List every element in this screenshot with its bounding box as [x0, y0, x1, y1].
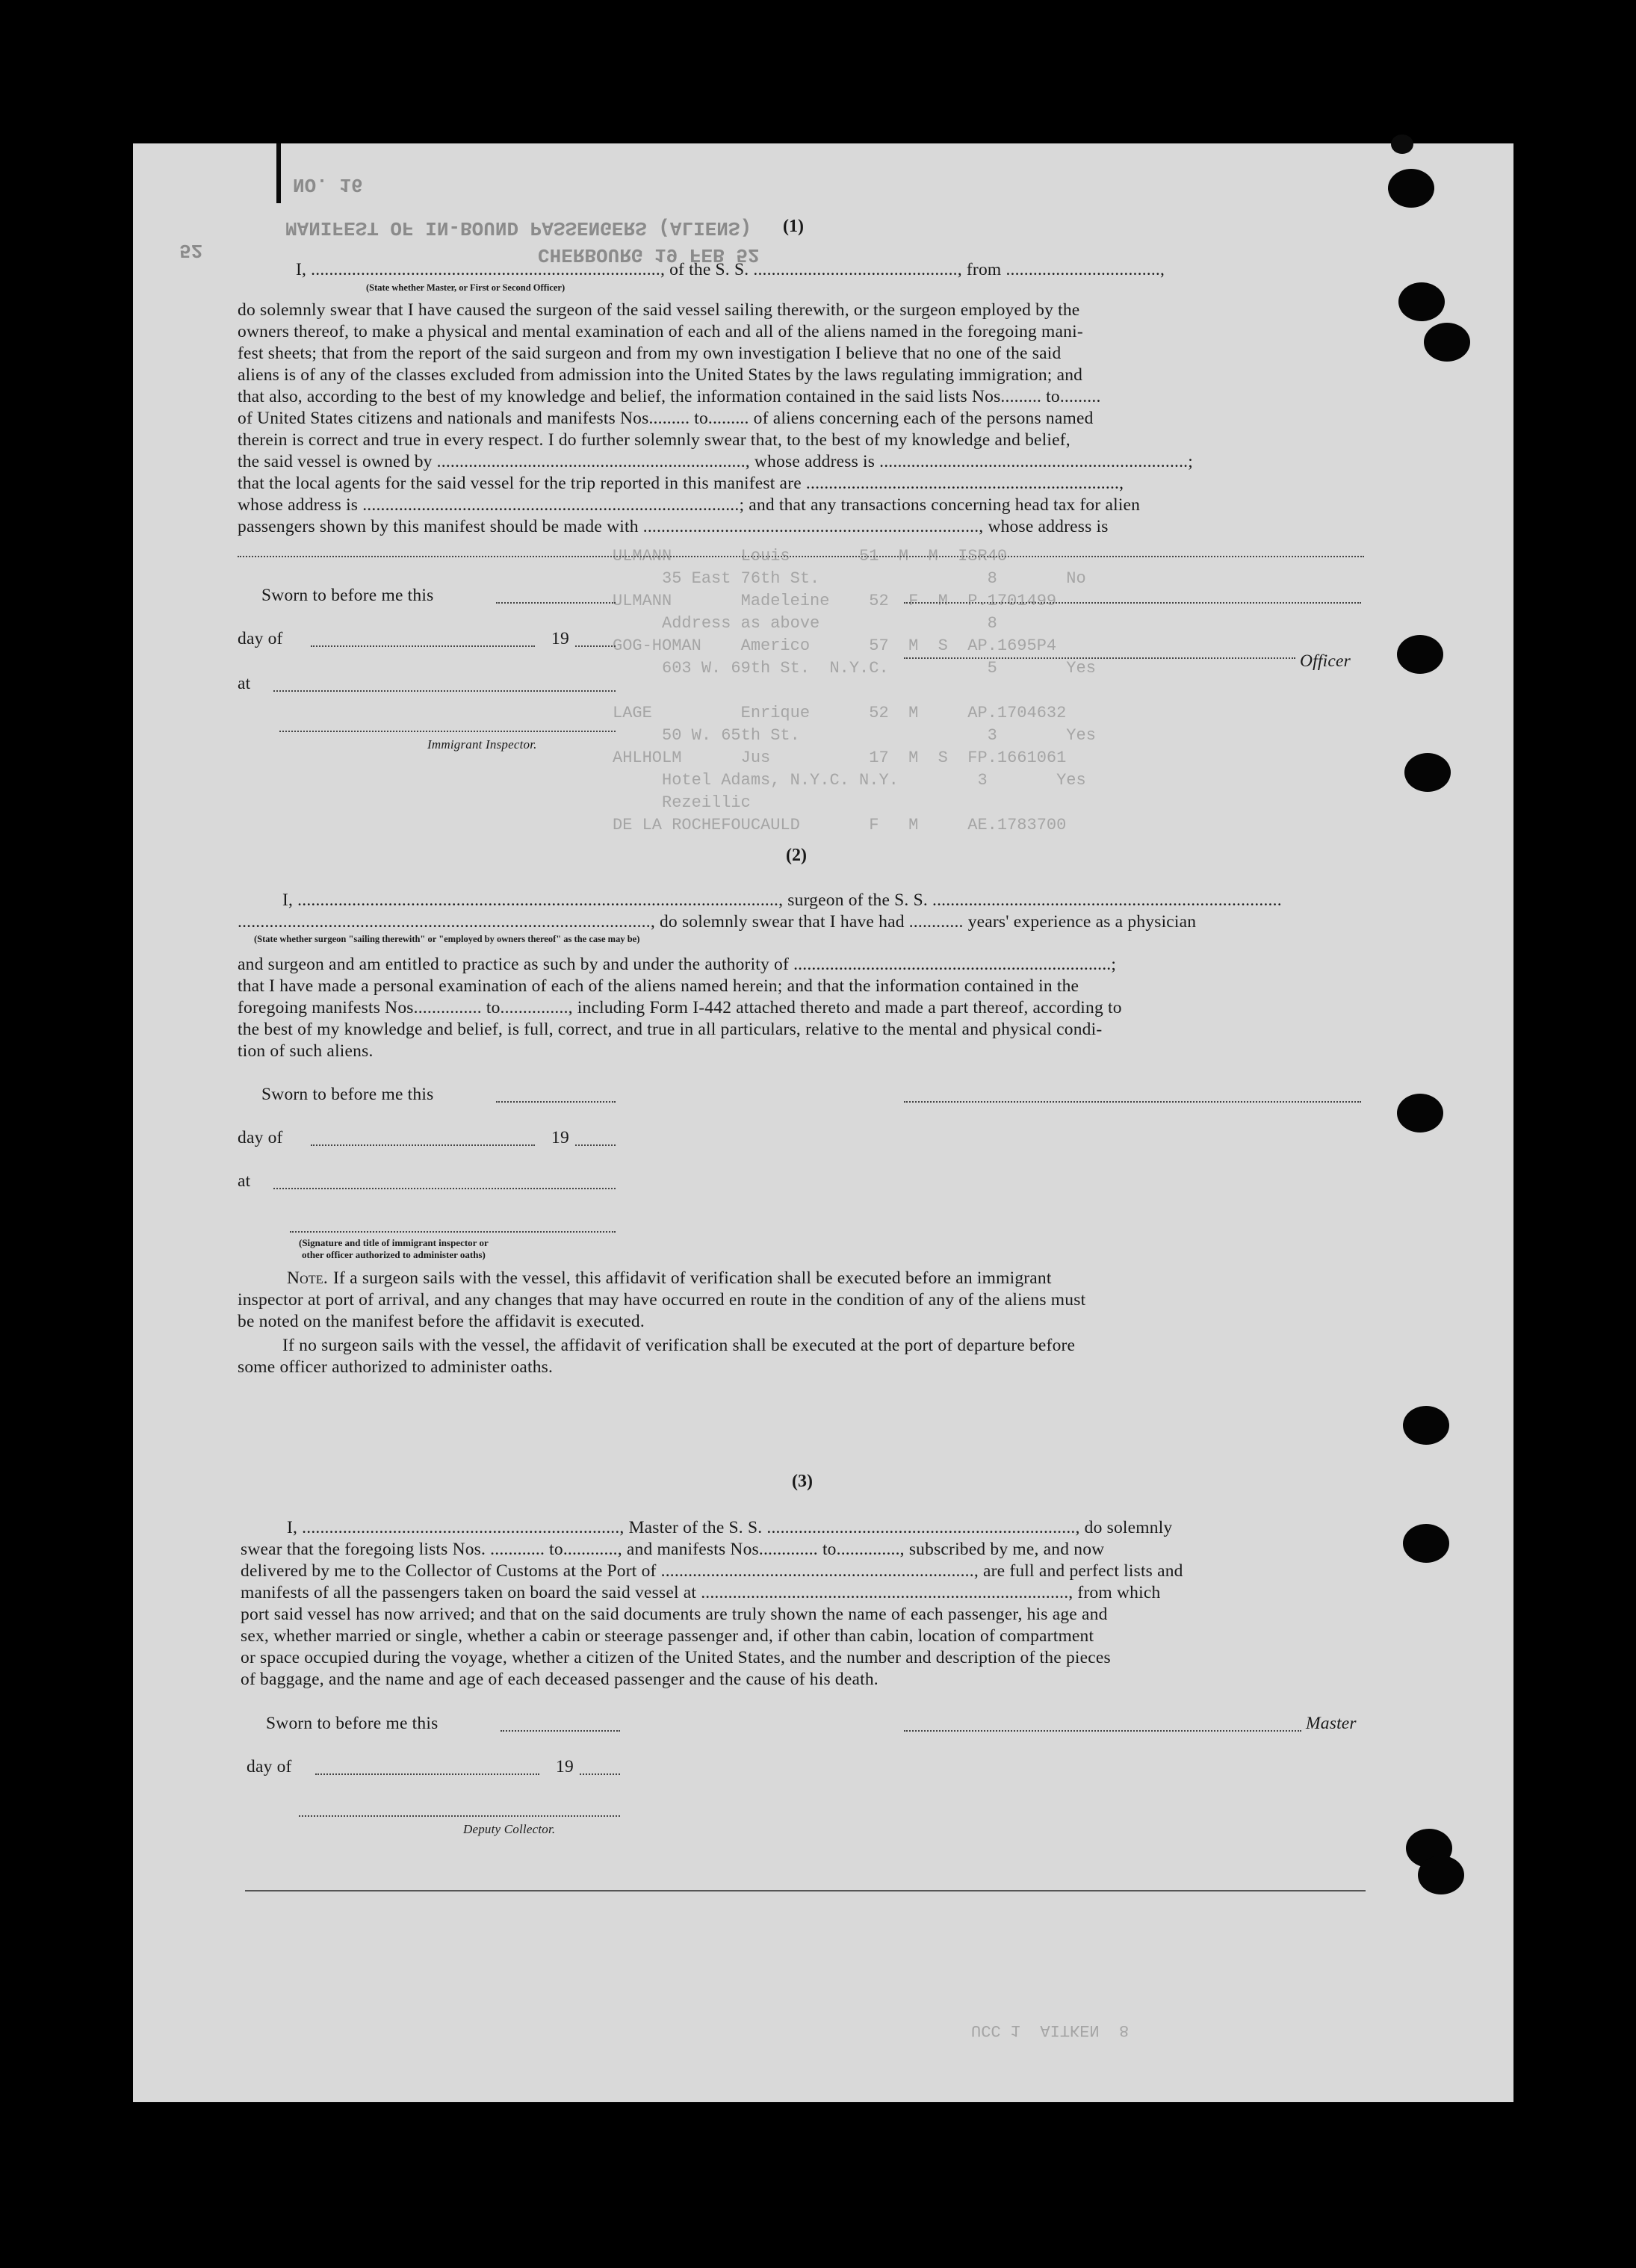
ghost-manifest-no: NO. 16 — [293, 173, 363, 196]
punch-hole — [1388, 169, 1434, 208]
edge-mark — [276, 143, 281, 203]
section-3-body-line: sex, whether married or single, whether a cabin or steerage passenger and, if other than cabin, location of compartment — [241, 1626, 1094, 1646]
section-3-body-line: or space occupied during the voyage, whether a citizen of the United States, and the number and description of the pieces — [241, 1648, 1111, 1667]
day-blank — [311, 645, 535, 647]
ghost-passenger-list: ULMANN Louis 51 M M ISR40 35 East 76th St. 8 No ULMANN Madeleine 52 F M P.1701499 Address as above 8 GOG-HOMAN Americo 57 M S AP.1695P4 603 W. 69th St. N.Y.C. 5 Yes LAGE Enrique 52 M AP.1704632 50 W. 65th St. 3 Yes AHLHOLM Jus 17 M S FP.1661061 Hotel Adams, N.Y.C. N.Y. 3 Yes Rezeillic DE LA ROCHEFOUCAULD F M AE.1783700 — [613, 547, 1096, 834]
punch-hole — [1397, 1094, 1443, 1133]
section-2-body-line: that I have made a personal examination of each of the aliens named herein; and that the information contained in the — [238, 976, 1079, 996]
section-1-body-line: that also, according to the best of my knowledge and belief, the information contained in the said lists Nos......... to......... — [238, 387, 1101, 406]
section-3-body-line: I, ......................................................................, Master of the S. S. ...................................................................., do solemnly — [287, 1518, 1173, 1537]
sworn-blank — [496, 1101, 616, 1103]
section-3-year: 19 — [556, 1757, 574, 1776]
section-1-number: (1) — [783, 217, 804, 236]
ghost-place-date: CHERBOURG 19 FEB 52 — [538, 244, 760, 266]
master-signature-line — [904, 1730, 1301, 1732]
at-blank — [273, 1188, 616, 1189]
section-3-sworn: Sworn to before me this — [266, 1714, 439, 1733]
punch-hole — [1404, 753, 1451, 792]
ghost-title: MANIFEST OF IN-BOUND PASSENGERS (ALIENS) — [285, 217, 752, 239]
section-1-body-line: do solemnly swear that I have caused the surgeon of the said vessel sailing therewith, or the surgeon employed by the — [238, 300, 1080, 320]
section-3-body-line: delivered by me to the Collector of Customs at the Port of ....................................................................., are full and perfect lists and — [241, 1561, 1183, 1581]
note-body-line: be noted on the manifest before the affidavit is executed. — [238, 1312, 645, 1331]
section-2-day-of: day of — [238, 1128, 283, 1147]
section-2-line-1: I, .........................................................................................................., surgeon of the S. S. ............................................................................. — [282, 890, 1282, 910]
section-1-body-line: fest sheets; that from the report of the said surgeon and from my own investigation I believe that no one of the said — [238, 344, 1062, 363]
section-1-body-line: of United States citizens and nationals and manifests Nos......... to......... of aliens concerning each of the persons named — [238, 409, 1094, 428]
signature-note-2: other officer authorized to administer oaths) — [302, 1249, 486, 1260]
signature-note-1: (Signature and title of immigrant inspector or — [299, 1237, 489, 1248]
note-2-line: If no surgeon sails with the vessel, the affidavit of verification shall be executed at the port of departure before — [282, 1336, 1076, 1355]
section-1-line-1: I, ............................................................................., of the S. S. ............................................., from .................................., — [296, 260, 1165, 279]
section-1-officer-label: Officer — [1300, 651, 1351, 671]
section-1-body-line: passengers shown by this manifest should be made with .........................................................................., whose address is — [238, 517, 1109, 536]
ghost-footer: UCC 1 AITKEN 8 — [971, 2021, 1130, 2039]
punch-hole — [1403, 1406, 1449, 1445]
day-blank — [315, 1773, 539, 1775]
section-3-body-line: swear that the foregoing lists Nos. ............ to............, and manifests Nos............. to.............., subscribed by me, and now — [241, 1540, 1105, 1559]
section-3-body-line: port said vessel has now arrived; and that on the said documents are truly shown the name of each passenger, his age and — [241, 1605, 1108, 1624]
edge-mark — [1391, 134, 1413, 154]
ghost-side-no: 52 — [179, 239, 203, 261]
section-2-body-line: foregoing manifests Nos............... to..............., including Form I-442 attached thereto and made a part thereof, according to — [238, 998, 1122, 1017]
punch-hole — [1403, 1524, 1449, 1563]
section-2-body-line: and surgeon and am entitled to practice as such by and under the authority of ......................................................................; — [238, 955, 1117, 974]
year-blank — [575, 1144, 616, 1146]
deputy-signature-line — [299, 1815, 620, 1817]
section-1-year: 19 — [551, 629, 569, 648]
sworn-blank — [496, 602, 616, 604]
year-blank — [580, 1773, 620, 1775]
section-2-number: (2) — [786, 846, 807, 865]
section-2-line-2: ..........................................................................................., do solemnly swear that I have had ............ years' experience as a physician — [238, 912, 1197, 932]
section-1-body-line: aliens is of any of the classes excluded from admission into the United States by the laws regulating immigration; and — [238, 365, 1083, 385]
section-3-deputy-label: Deputy Collector. — [463, 1822, 556, 1836]
section-1-body-line: the said vessel is owned by ...................................................................., whose address is ....................................................................; — [238, 452, 1193, 471]
at-blank — [273, 690, 616, 692]
section-1-body-line: therein is correct and true in every respect. I do further solemnly swear that, to the best of my knowledge and belief, — [238, 430, 1070, 450]
section-3-day-of: day of — [247, 1757, 292, 1776]
inspector-line — [279, 731, 616, 732]
note-body-line: inspector at port of arrival, and any changes that may have occurred en route in the condition of any of the aliens must — [238, 1290, 1086, 1310]
note-2-line: some officer authorized to administer oaths. — [238, 1357, 554, 1377]
section-1-body-line: whose address is ...................................................................................; and that any transactions concerning head tax for alien — [238, 495, 1141, 515]
section-2-year: 19 — [551, 1128, 569, 1147]
section-1-at: at — [238, 674, 251, 693]
note-label: Note. — [287, 1268, 328, 1288]
day-blank — [311, 1144, 535, 1146]
section-2-sworn: Sworn to before me this — [261, 1085, 434, 1104]
section-3-master-label: Master — [1306, 1714, 1357, 1733]
section-1-day-of: day of — [238, 629, 283, 648]
section-1-body-line: owners thereof, to make a physical and mental examination of each and all of the aliens named in the foregoing mani- — [238, 322, 1083, 341]
section-2-body-line: tion of such aliens. — [238, 1041, 374, 1061]
punch-hole — [1418, 1856, 1464, 1894]
section-3-body-line: manifests of all the passengers taken on board the said vessel at ................................................................................., from which — [241, 1583, 1161, 1602]
section-1-sworn: Sworn to before me this — [261, 586, 434, 605]
section-3-body-line: of baggage, and the name and age of each deceased passenger and the cause of his death. — [241, 1670, 879, 1689]
surgeon-signature-line — [904, 1101, 1361, 1103]
punch-hole — [1398, 282, 1445, 321]
section-2-body-line: the best of my knowledge and belief, is full, correct, and true in all particulars, relative to the mental and physical condi- — [238, 1020, 1103, 1039]
section-1-note: (State whether Master, or First or Second Officer) — [366, 282, 566, 293]
section-1-body-line: that the local agents for the said vessel for the trip reported in this manifest are ....................................................................., — [238, 474, 1124, 493]
officer-signature-line — [904, 602, 1361, 604]
punch-hole — [1424, 323, 1470, 362]
sworn-blank — [501, 1730, 620, 1732]
bottom-rule — [245, 1890, 1366, 1891]
signature-line — [290, 1231, 616, 1233]
section-3-number: (3) — [792, 1472, 813, 1491]
note-body-line: If a surgeon sails with the vessel, this affidavit of verification shall be executed before an immigrant — [333, 1268, 1052, 1288]
officer-line — [904, 657, 1295, 659]
punch-hole — [1397, 635, 1443, 674]
section-2-note: (State whether surgeon "sailing therewith" or "employed by owners thereof" as the case may be) — [254, 934, 640, 944]
section-2-at: at — [238, 1171, 251, 1191]
year-blank — [575, 645, 616, 647]
section-1-blank-line — [238, 556, 1364, 557]
section-1-inspector-label: Immigrant Inspector. — [427, 737, 537, 752]
